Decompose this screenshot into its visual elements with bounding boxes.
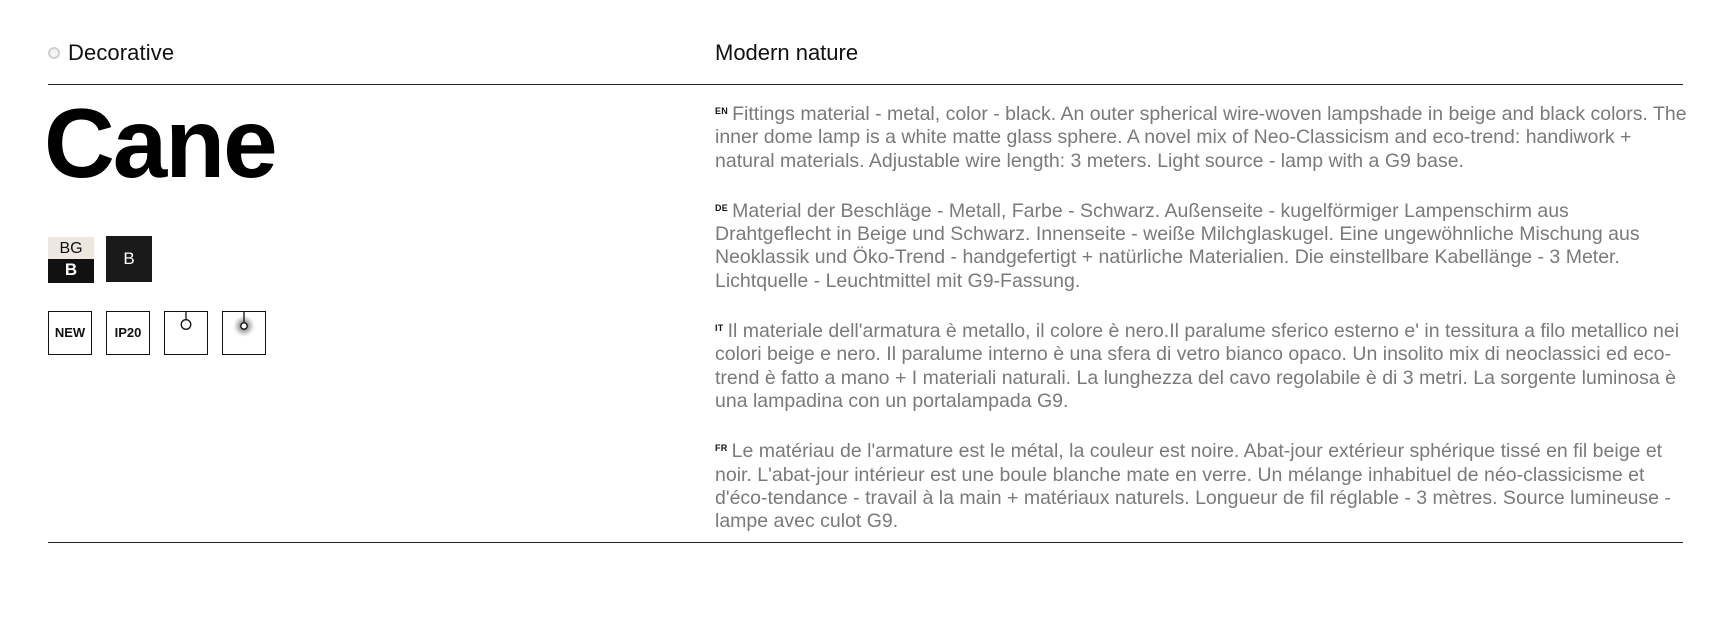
top-divider xyxy=(48,84,1683,85)
lang-code: IT xyxy=(715,323,724,334)
ip-rating-badge: IP20 xyxy=(106,311,150,355)
description-text: Fittings material - metal, color - black. An outer spherical wire-woven lampshade in beige and black colors. The inner dome lamp is a white matte glass sphere. A novel mix of Neo-Classicism and eco-trend: handiwork + natural materials. Adjustable wire length: 3 meters. Light source - lamp with a G9 base. xyxy=(715,103,1687,172)
lang-code: EN xyxy=(715,106,729,116)
description-list xyxy=(715,100,1690,557)
bottom-divider xyxy=(48,542,1683,543)
category-label: Decorative xyxy=(68,40,175,65)
lang-code: DE xyxy=(715,202,729,213)
description-text: Material der Beschläge - Metall, Farbe - Schwarz. Außenseite - kugelförmiger Lampenschirm aus Drahtgeflecht in Beige und Schwarz. Innenseite - weiße Milchglaskugel. Eine ungewöhnliche Mischung aus Neoklassik und Öko-Trend - handgefertigt + natürliche Materialien. Die einstellbare Kabellänge - 3 Meter. Lichtquelle - Leuchtmittel mit G9-Fassung. xyxy=(715,199,1640,292)
description-text: Le matériau de l'armature est le métal, la couleur est noire. Abat-jour extérieur sphérique tissé en fil beige et noir. L'abat-jour intérieur est une boule blanche mate en verre. Un mélange inhabituel de néo-classicisme et d'éco-tendance - travail à la main + matériaux naturels. Longueur de fil réglable - 3 mètres. Source lumineuse - lampe avec culot G9. xyxy=(715,440,1671,533)
color-swatch-b: B xyxy=(106,236,152,282)
pendant-lamp-icon xyxy=(164,311,208,355)
description-text: Il materiale dell'armatura è metallo, il colore è nero.Il paralume sferico esterno e' in tessitura a filo metallico nei colori beige e nero. Il paralume interno è una sfera di vetro bianco opaco. Un insolito mix di neoclassici ed eco-trend è fatto a mano + I materiali naturali. La lunghezza del cavo regolabile è di 3 metri. La sorgente luminosa è una lampadina con un portalampada G9. xyxy=(715,320,1680,412)
description-de xyxy=(715,197,1690,293)
lang-code: FR xyxy=(715,443,728,454)
category-dot-icon xyxy=(48,47,60,59)
new-badge: NEW xyxy=(48,311,92,355)
description-fr xyxy=(715,437,1690,533)
category-row xyxy=(48,40,174,66)
pendant-lamp-glow-icon xyxy=(222,311,266,355)
swatch-top-label: BG xyxy=(48,237,94,259)
swatch-bottom-label: B xyxy=(48,259,94,283)
color-swatch-bg-b xyxy=(48,237,94,283)
collection-name: Modern nature xyxy=(715,40,859,65)
product-title: Cane xyxy=(44,88,276,198)
description-it xyxy=(715,317,1690,413)
description-en xyxy=(715,100,1690,173)
